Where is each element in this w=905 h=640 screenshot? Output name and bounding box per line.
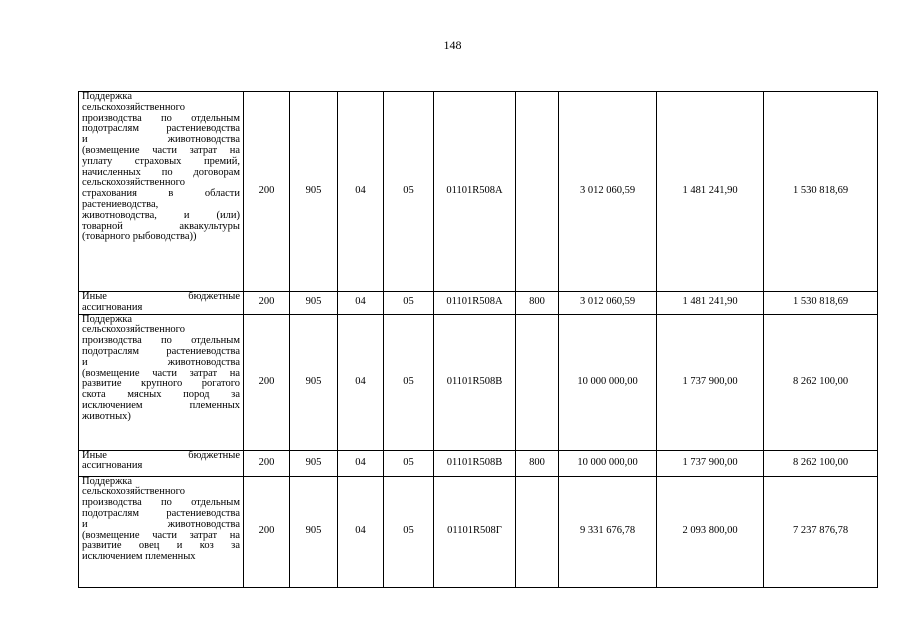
table-row	[79, 476, 878, 587]
rz-code-cell: 200	[244, 476, 290, 587]
description-line: и животноводства	[82, 134, 240, 146]
section-cell: 04	[338, 450, 384, 476]
row-description	[79, 476, 244, 587]
rz-code-cell: 200	[244, 92, 290, 292]
ministry-code-cell: 905	[290, 92, 338, 292]
row-description	[79, 92, 244, 292]
description-line: (возмещение части затрат на	[82, 144, 240, 156]
target-article-cell: 01101R508А	[434, 92, 516, 292]
description-line: сельскохозяйственного	[82, 324, 185, 336]
table-row	[79, 292, 878, 315]
rz-code-cell: 200	[244, 292, 290, 315]
description-line: Поддержка	[82, 313, 132, 325]
description-line: ассигнования	[82, 460, 143, 472]
amount-cell: 1 481 241,90	[657, 292, 764, 315]
row-description	[79, 292, 244, 315]
description-line: скота мясных пород за	[82, 389, 240, 401]
table-row	[79, 314, 878, 450]
description-line: производства по отдельным	[82, 335, 240, 347]
amount-cell: 9 331 676,78	[559, 476, 657, 587]
description-line: страхования в области	[82, 188, 240, 200]
expense-type-cell	[516, 476, 559, 587]
amount-cell: 1 737 900,00	[657, 450, 764, 476]
amount-cell: 1 737 900,00	[657, 314, 764, 450]
description-line: начисленных по договорам	[82, 166, 240, 178]
section-cell: 04	[338, 292, 384, 315]
section-cell: 04	[338, 314, 384, 450]
table-row	[79, 92, 878, 292]
subsection-cell: 05	[384, 450, 434, 476]
ministry-code-cell: 905	[290, 476, 338, 587]
ministry-code-cell: 905	[290, 292, 338, 315]
target-article-cell: 01101R508В	[434, 314, 516, 450]
subsection-cell: 05	[384, 92, 434, 292]
expense-type-cell	[516, 314, 559, 450]
description-line: (возмещение части затрат на	[82, 367, 240, 379]
description-line: Поддержка	[82, 475, 132, 487]
section-cell: 04	[338, 476, 384, 587]
description-line: Иные бюджетные	[82, 291, 240, 302]
description-line: развитие овец и коз за	[82, 540, 240, 552]
description-line: товарной аквакультуры	[82, 220, 240, 232]
amount-cell: 1 481 241,90	[657, 92, 764, 292]
amount-cell: 3 012 060,59	[559, 292, 657, 315]
amount-cell: 10 000 000,00	[559, 314, 657, 450]
description-line: исключением племенных	[82, 551, 196, 563]
description-line: подотраслям растениеводства	[82, 345, 240, 357]
ministry-code-cell: 905	[290, 314, 338, 450]
amount-cell: 1 530 818,69	[764, 92, 878, 292]
description-line: развитие крупного рогатого	[82, 378, 240, 390]
description-line: и животноводства	[82, 518, 240, 530]
ministry-code-cell: 905	[290, 450, 338, 476]
subsection-cell: 05	[384, 476, 434, 587]
description-line: сельскохозяйственного	[82, 101, 185, 113]
description-line: ассигнования	[82, 301, 143, 313]
subsection-cell: 05	[384, 292, 434, 315]
subsection-cell: 05	[384, 314, 434, 450]
amount-cell: 8 262 100,00	[764, 314, 878, 450]
expense-type-cell: 800	[516, 292, 559, 315]
target-article-cell: 01101R508А	[434, 292, 516, 315]
amount-cell: 7 237 876,78	[764, 476, 878, 587]
description-line: и животноводства	[82, 356, 240, 368]
row-description	[79, 314, 244, 450]
description-line: (товарного рыбоводства))	[82, 231, 197, 243]
amount-cell: 10 000 000,00	[559, 450, 657, 476]
expense-type-cell	[516, 92, 559, 292]
section-cell: 04	[338, 92, 384, 292]
description-line: Поддержка	[82, 91, 132, 102]
description-line: растениеводства,	[82, 198, 159, 210]
target-article-cell: 01101R508Г	[434, 476, 516, 587]
description-line: подотраслям растениеводства	[82, 123, 240, 135]
amount-cell: 2 093 800,00	[657, 476, 764, 587]
description-line: исключением племенных	[82, 399, 240, 411]
row-description	[79, 450, 244, 476]
amount-cell: 8 262 100,00	[764, 450, 878, 476]
rz-code-cell: 200	[244, 314, 290, 450]
description-line: сельскохозяйственного	[82, 486, 185, 498]
description-line: (возмещение части затрат на	[82, 529, 240, 541]
description-line: сельскохозяйственного	[82, 177, 185, 189]
table-row	[79, 450, 878, 476]
amount-cell: 3 012 060,59	[559, 92, 657, 292]
expense-type-cell: 800	[516, 450, 559, 476]
description-line: производства по отдельным	[82, 497, 240, 509]
description-line: животных)	[82, 410, 131, 422]
rz-code-cell: 200	[244, 450, 290, 476]
description-line: подотраслям растениеводства	[82, 507, 240, 519]
description-line: уплату страховых премий,	[82, 155, 240, 167]
description-line: животноводства, и (или)	[82, 209, 240, 221]
amount-cell: 1 530 818,69	[764, 292, 878, 315]
budget-table	[78, 91, 878, 588]
page-number: 148	[443, 38, 462, 52]
target-article-cell: 01101R508В	[434, 450, 516, 476]
description-line: Иные бюджетные	[82, 449, 240, 461]
description-line: производства по отдельным	[82, 112, 240, 124]
